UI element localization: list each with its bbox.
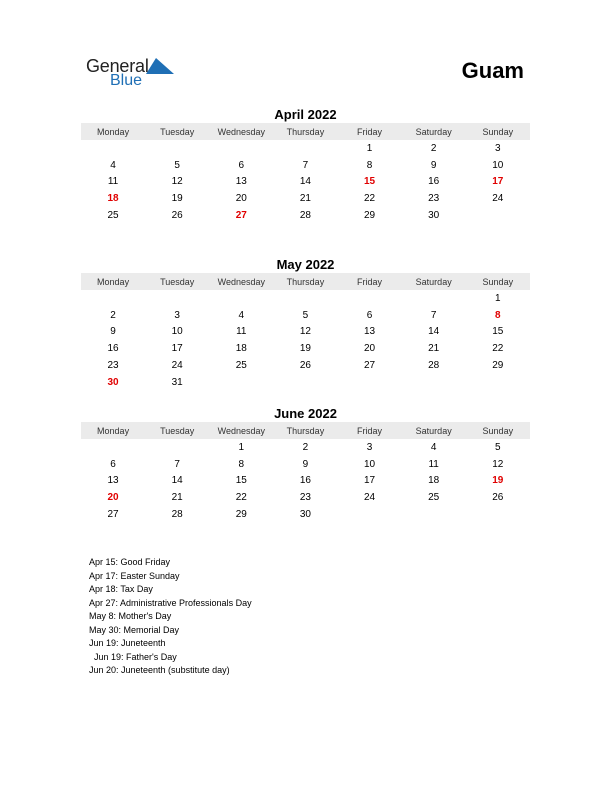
day-cell: 6	[366, 309, 373, 321]
weekday-label: Friday	[357, 126, 383, 137]
day-cell: 15	[235, 475, 247, 487]
holiday-entry: Apr 17: Easter Sunday	[89, 570, 180, 581]
day-cell: 9	[430, 159, 437, 171]
day-cell: 5	[174, 159, 180, 171]
day-cell-holiday: 18	[107, 193, 119, 205]
holiday-entry: May 30: Memorial Day	[89, 624, 180, 635]
weekday-label: Thursday	[286, 126, 325, 137]
day-cell: 4	[110, 159, 116, 171]
holiday-entry: Jun 20: Juneteenth (substitute day)	[89, 665, 230, 675]
day-cell: 3	[366, 441, 373, 453]
day-cell: 6	[110, 458, 116, 470]
weekday-label: Monday	[97, 126, 130, 137]
day-cell: 17	[171, 343, 183, 355]
day-cell: 2	[430, 142, 437, 154]
weekday-label: Sunday	[482, 126, 514, 137]
day-cell: 19	[299, 343, 311, 355]
day-cell: 23	[299, 492, 311, 504]
weekday-label: Wednesday	[217, 276, 265, 287]
holiday-entry: Apr 27: Administrative Professionals Day	[89, 597, 252, 608]
day-cell-holiday: 8	[495, 309, 501, 321]
week-row	[81, 374, 530, 391]
day-cell: 9	[302, 458, 309, 470]
day-cell: 26	[299, 360, 311, 372]
day-cell: 18	[235, 343, 247, 355]
day-cell: 24	[364, 492, 376, 504]
weekday-header-row	[81, 123, 530, 140]
weekday-header-row	[81, 422, 530, 439]
weekday-label: Friday	[357, 276, 383, 287]
day-cell: 30	[299, 509, 311, 521]
day-cell: 16	[299, 475, 311, 487]
weekday-label: Friday	[357, 425, 383, 436]
day-cell: 2	[302, 441, 309, 453]
day-cell: 5	[495, 441, 501, 453]
logo-flag-icon	[146, 58, 174, 74]
day-cell: 20	[235, 193, 247, 205]
weekday-label: Saturday	[415, 425, 452, 436]
logo-blue-text: Blue	[110, 72, 143, 89]
day-cell-holiday: 20	[107, 492, 119, 504]
week-row	[81, 324, 530, 341]
weekday-label: Wednesday	[217, 425, 265, 436]
day-cell: 27	[107, 509, 119, 521]
day-cell: 24	[171, 360, 183, 372]
weekday-label: Tuesday	[160, 425, 195, 436]
day-cell: 1	[495, 292, 501, 304]
month-title: June 2022	[274, 406, 337, 421]
generalblue-logo	[86, 56, 186, 92]
day-cell: 11	[107, 176, 119, 188]
week-row	[81, 140, 530, 157]
day-cell: 5	[302, 309, 309, 321]
day-cell-holiday: 19	[492, 475, 504, 487]
day-cell: 16	[107, 343, 119, 355]
day-cell: 25	[107, 210, 119, 222]
week-row	[81, 307, 530, 324]
day-cell: 14	[299, 176, 311, 188]
day-cell: 20	[364, 343, 376, 355]
weekday-label: Tuesday	[160, 276, 195, 287]
day-cell: 14	[171, 475, 183, 487]
week-row	[81, 157, 530, 174]
country-title: Guam	[461, 58, 524, 83]
day-cell: 19	[171, 193, 183, 205]
month-title: April 2022	[274, 107, 337, 122]
day-cell: 22	[364, 193, 376, 205]
day-cell: 15	[492, 326, 504, 338]
holiday-entry: Jun 19: Juneteenth	[89, 638, 166, 648]
weekday-label: Sunday	[482, 276, 514, 287]
day-cell: 13	[364, 326, 376, 338]
holiday-entry: Apr 18: Tax Day	[89, 584, 153, 594]
week-row	[81, 439, 530, 456]
day-cell: 18	[428, 475, 440, 487]
day-cell-holiday: 30	[107, 376, 119, 388]
weekday-label: Monday	[97, 276, 130, 287]
logo-general-text: General	[86, 56, 149, 76]
day-cell: 25	[428, 492, 440, 504]
day-cell: 21	[299, 193, 311, 205]
day-cell: 29	[492, 360, 504, 372]
week-row	[81, 456, 530, 473]
day-cell: 29	[235, 509, 247, 521]
day-cell: 14	[428, 326, 440, 338]
week-row	[81, 174, 530, 191]
day-cell: 17	[364, 475, 376, 487]
weekday-label: Sunday	[482, 425, 514, 436]
day-cell: 12	[171, 176, 183, 188]
weekday-label: Thursday	[286, 425, 325, 436]
week-row	[81, 489, 530, 506]
weekday-label: Monday	[97, 425, 130, 436]
day-cell: 3	[495, 142, 501, 154]
week-row	[81, 506, 530, 523]
week-row	[81, 357, 530, 374]
holiday-entry: May 8: Mother's Day	[89, 611, 172, 621]
day-cell-holiday: 17	[492, 176, 504, 188]
day-cell: 22	[492, 343, 504, 355]
week-row	[81, 340, 530, 357]
day-cell-holiday: 15	[364, 176, 376, 188]
weekday-label: Wednesday	[217, 126, 265, 137]
day-cell: 8	[238, 458, 245, 470]
month-calendar-may	[81, 256, 530, 391]
week-row	[81, 473, 530, 490]
day-cell: 26	[492, 492, 504, 504]
day-cell: 25	[235, 360, 247, 372]
day-cell: 7	[430, 309, 437, 321]
day-cell: 21	[171, 492, 183, 504]
week-row	[81, 190, 530, 207]
day-cell: 10	[492, 159, 504, 171]
day-cell: 30	[428, 210, 440, 222]
day-cell: 13	[107, 475, 119, 487]
week-row	[81, 207, 530, 224]
day-cell: 11	[428, 458, 439, 470]
holiday-entry: Jun 19: Father's Day	[89, 651, 177, 662]
day-cell: 4	[430, 441, 437, 453]
day-cell: 9	[110, 326, 116, 338]
day-cell: 24	[492, 193, 504, 205]
day-cell: 7	[302, 159, 309, 171]
day-cell: 21	[428, 343, 440, 355]
holiday-list	[89, 556, 252, 678]
weekday-label: Tuesday	[160, 126, 195, 137]
weekday-header-row	[81, 273, 530, 290]
day-cell: 28	[299, 210, 311, 222]
day-cell: 28	[428, 360, 440, 372]
day-cell: 12	[299, 326, 311, 338]
day-cell: 10	[364, 458, 376, 470]
day-cell: 1	[238, 441, 245, 453]
day-cell: 3	[174, 309, 180, 321]
day-cell: 1	[366, 142, 373, 154]
day-cell: 13	[235, 176, 247, 188]
month-title: May 2022	[276, 257, 335, 272]
day-cell: 12	[492, 458, 504, 470]
day-cell: 29	[364, 210, 376, 222]
week-row	[81, 290, 530, 307]
day-cell: 6	[238, 159, 245, 171]
weekday-label: Saturday	[415, 276, 452, 287]
day-cell: 4	[238, 309, 245, 321]
month-calendar-june	[81, 405, 530, 523]
day-cell: 23	[428, 193, 440, 205]
day-cell: 16	[428, 176, 440, 188]
day-cell: 26	[171, 210, 183, 222]
day-cell: 22	[235, 492, 247, 504]
day-cell: 2	[110, 309, 116, 321]
weekday-label: Saturday	[415, 126, 452, 137]
day-cell: 7	[174, 458, 180, 470]
day-cell: 28	[171, 509, 183, 521]
day-cell: 11	[236, 326, 247, 338]
day-cell: 23	[107, 360, 119, 372]
holiday-entry: Apr 15: Good Friday	[89, 557, 171, 567]
day-cell: 31	[171, 376, 183, 388]
day-cell: 10	[171, 326, 183, 338]
day-cell: 27	[364, 360, 376, 372]
day-cell-holiday: 27	[235, 210, 247, 222]
day-cell: 8	[366, 159, 373, 171]
month-calendar-april	[81, 106, 530, 224]
weekday-label: Thursday	[286, 276, 325, 287]
